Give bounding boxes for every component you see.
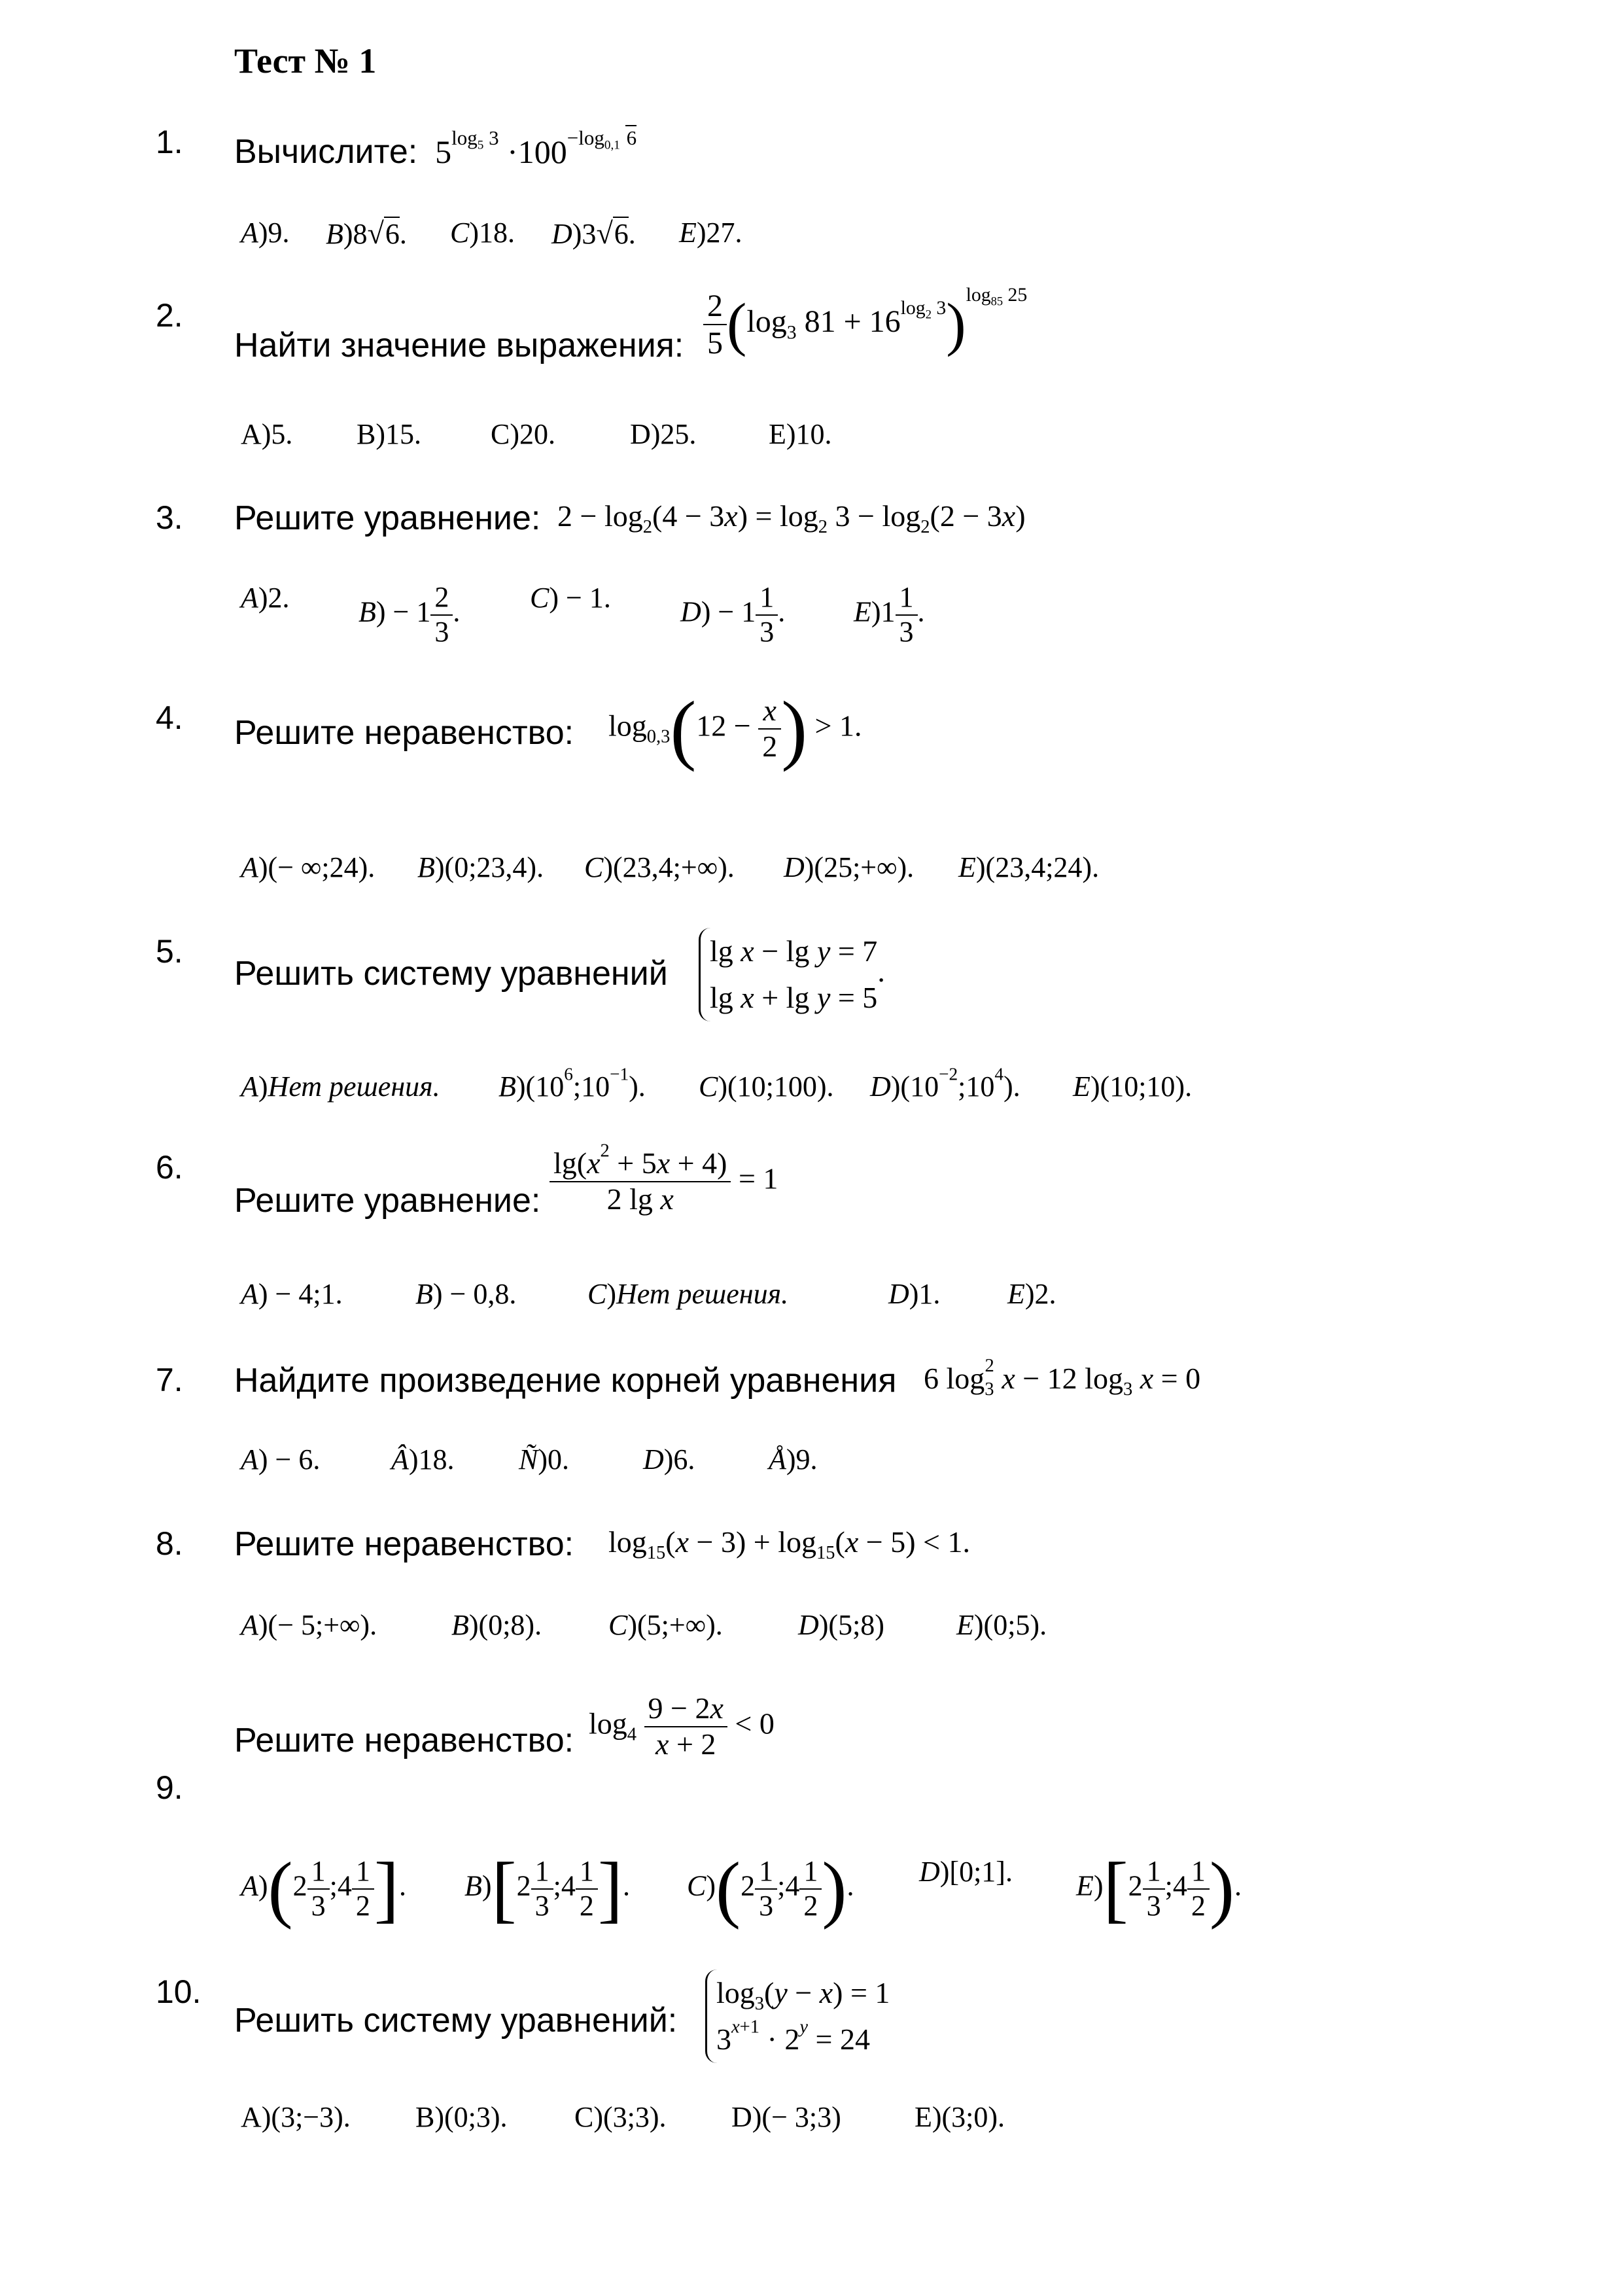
answer-b[interactable]: B)(0;23,4). xyxy=(417,851,544,883)
answer-a[interactable]: A)2. xyxy=(241,582,290,614)
math-expression: $\frac{\lg(x^2 + 5x + 4)}{\text{2 lg x}}$ = 1 xyxy=(550,1146,778,1217)
question-number: 4. xyxy=(156,699,183,736)
question-prompt xyxy=(234,126,637,171)
answer-c[interactable]: C)(5;+∞). xyxy=(608,1609,723,1641)
answer-d[interactable]: D)25. xyxy=(630,418,697,450)
question-number: 7. xyxy=(156,1362,183,1398)
question-prompt-text: Решить систему уравнений: xyxy=(234,2002,678,2040)
answer-a[interactable]: A)Нет решения. xyxy=(241,1070,440,1103)
question-number: 1. xyxy=(156,124,183,160)
answer-b[interactable]: B)[2 $\frac{1}{3}$ ;4 $\frac{1}{2}$ ]. xyxy=(464,1846,630,1930)
answer-a[interactable]: A)(− ∞;24). xyxy=(241,851,375,883)
question-prompt-text: Решите уравнение: xyxy=(234,1182,541,1220)
question-prompt-text: Найдите произведение корней уравнения xyxy=(234,1362,897,1400)
answer-a[interactable]: A)(− 5;+∞). xyxy=(241,1609,377,1641)
answer-e[interactable]: E)(23,4;24). xyxy=(958,851,1100,883)
answer-a[interactable]: A)(2 $\frac{1}{3}$ ;4 $\frac{1}{2}$ ]. xyxy=(241,1846,406,1930)
answer-e[interactable]: E)(3;0). xyxy=(915,2101,1005,2133)
answer-e[interactable]: E)(0;5). xyxy=(956,1609,1047,1641)
math-expression: $\log_{0,3}(12$ − $\frac{x}{2}$ ) > 1. xyxy=(608,684,862,772)
answer-e[interactable]: E)27. xyxy=(679,217,742,249)
answer-c[interactable]: C) − 1. xyxy=(530,582,611,614)
answer-a[interactable]: A)(3;−3). xyxy=(241,2101,351,2133)
answer-a[interactable]: A) − 4;1. xyxy=(241,1278,343,1310)
question-number: 9. xyxy=(156,1769,183,1806)
question-prompt-text: Решите неравенство: xyxy=(234,1722,574,1759)
question-prompt-text: Вычислите: xyxy=(234,133,418,171)
answer-b[interactable]: B)15. xyxy=(357,418,421,450)
answer-b[interactable]: Â)18. xyxy=(391,1443,455,1475)
answer-e[interactable]: E)(10;10). xyxy=(1073,1070,1193,1103)
answer-a[interactable]: A)5. xyxy=(241,418,293,450)
question-number: 5. xyxy=(156,933,183,970)
answer-a[interactable]: A)9. xyxy=(241,217,290,249)
answer-d[interactable]: D)3√6. xyxy=(551,217,636,250)
answer-c[interactable]: C)(10;100). xyxy=(699,1070,834,1103)
answer-e[interactable]: E)2. xyxy=(1007,1278,1056,1310)
answer-d[interactable]: $D)(10^{-2};10^4)$. xyxy=(870,1064,1021,1103)
answer-d[interactable]: D)[0;1]. xyxy=(919,1856,1013,1888)
answer-d[interactable]: D)(25;+∞). xyxy=(784,851,915,883)
question-number: 8. xyxy=(156,1525,183,1562)
question-prompt-text: Решите неравенство: xyxy=(234,1525,574,1563)
question-prompt-text: Решить систему уравнений xyxy=(234,955,668,993)
answer-e[interactable]: E)[2 $\frac{1}{3}$ ;4 $\frac{1}{2}$ ). xyxy=(1076,1846,1242,1930)
question-prompt-text: Найти значение выражения: xyxy=(234,327,684,364)
math-expression: $\log_4$ $\frac{9 - 2x}{x + 2}$ < 0 xyxy=(589,1691,775,1761)
answer-c[interactable]: Ñ)0. xyxy=(519,1443,570,1475)
answer-b[interactable]: B)8√6. xyxy=(326,217,407,250)
answer-c[interactable]: C)Нет решения. xyxy=(587,1278,789,1310)
answer-d[interactable]: D)1. xyxy=(888,1278,941,1310)
answer-c[interactable]: C)(2 $\frac{1}{3}$ ;4 $\frac{1}{2}$ ). xyxy=(687,1846,854,1930)
answer-e[interactable]: Å)9. xyxy=(769,1443,818,1475)
answer-b[interactable]: B) − 1 $\frac{2}{3}$ . xyxy=(358,581,461,648)
math-expression: $2 - \log_2(4 - 3x) = \log_2 3 - \log_2(2 - 3x)$ xyxy=(557,499,1026,537)
question-number: 3. xyxy=(156,499,183,536)
question-number: 6. xyxy=(156,1149,183,1186)
question-number: 10. xyxy=(156,1973,201,2010)
math-expression: 6 $\log_3^2 x - 12$ $\log_3 x = 0$ xyxy=(924,1356,1201,1400)
answer-b[interactable]: $B)(10^6;10^{-1})$. xyxy=(498,1064,646,1103)
math-expression: $\log_3(y - x) = 1$ $3^{x+1} \cdot 2^y = 24$ xyxy=(705,1969,890,2063)
answer-d[interactable]: D)6. xyxy=(643,1443,695,1475)
answer-e[interactable]: E)10. xyxy=(769,418,832,450)
math-expression: lg x − lg y = 7 lg x + lg y = 5. xyxy=(699,928,885,1021)
question-prompt-text: Решите неравенство: xyxy=(234,714,574,752)
question-prompt-text: Решите уравнение: xyxy=(234,499,541,537)
page-title: Тест № 1 xyxy=(234,41,377,80)
question-number: 2. xyxy=(156,297,183,334)
answer-c[interactable]: C)(23,4;+∞). xyxy=(584,851,735,883)
math-expression: $\log_{15}(x - 3) + \log_{15}(x - 5) < 1$. xyxy=(608,1525,970,1563)
answer-c[interactable]: C)18. xyxy=(450,217,515,249)
answer-c[interactable]: C)20. xyxy=(491,418,555,450)
answer-d[interactable]: D)(− 3;3) xyxy=(731,2101,841,2133)
answer-d[interactable]: D) − 1 $\frac{1}{3}$ . xyxy=(680,581,786,648)
answer-d[interactable]: D)(5;8) xyxy=(798,1609,884,1641)
math-expression: $5^{log_5 3} \cdot 100^{-log_{0,1} 6}$ xyxy=(427,126,637,170)
answer-c[interactable]: C)(3;3). xyxy=(574,2101,667,2133)
answer-a[interactable]: A) − 6. xyxy=(241,1443,321,1475)
math-expression: $\frac{2}{5}$ ($\log_3$ $81 + 16^{log_2 3})^{log_{85} 25}$ xyxy=(703,288,1027,361)
answer-b[interactable]: B) − 0,8. xyxy=(415,1278,517,1310)
answer-b[interactable]: B)(0;3). xyxy=(415,2101,508,2133)
answer-b[interactable]: B)(0;8). xyxy=(451,1609,542,1641)
answer-e[interactable]: E)1 $\frac{1}{3}$ . xyxy=(854,581,925,648)
